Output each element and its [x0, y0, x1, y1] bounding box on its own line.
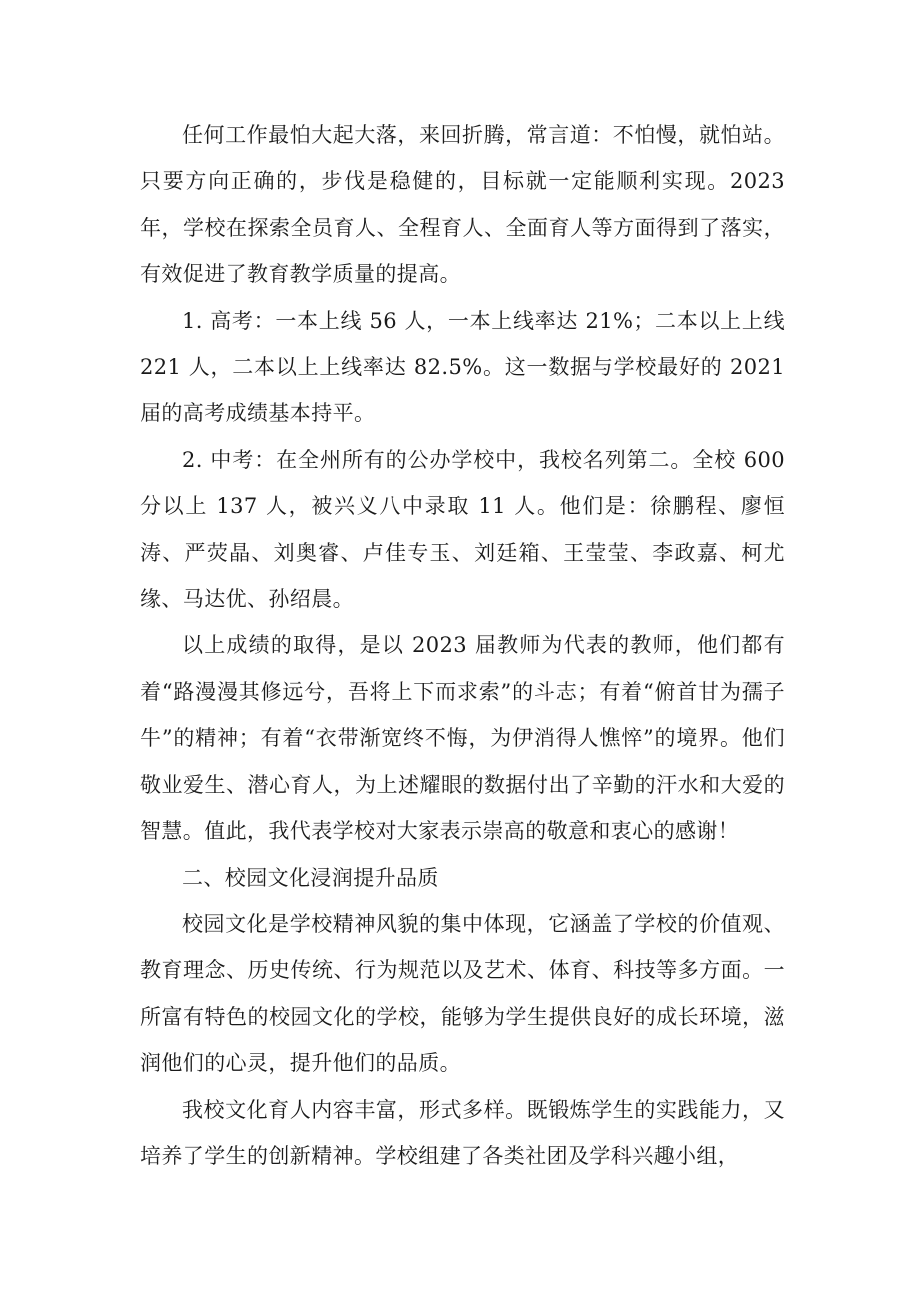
- document-body: [140, 112, 785, 1179]
- paragraph-teachers: 以上成绩的取得，是以 2023 届教师为代表的教师，他们都有着“路漫漫其修远兮，吾将上下而求索”的斗志；有着“俯首甘为孺子牛”的精神；有着“衣带渐宽终不悔，为伊消得人憔悴”的境界。他们敬业爱生、潜心育人，为上述耀眼的数据付出了辛勤的汗水和大爱的智慧。值此，我代表学校对大家表示崇高的敬意和衷心的感谢！: [140, 633, 785, 844]
- paragraph-zhongkao: 2. 中考：在全州所有的公办学校中，我校名列第二。全校 600 分以上 137 人，被兴义八中录取 11 人。他们是：徐鹏程、廖恒涛、严荧晶、刘奥睿、卢佳专玉、刘廷箱、王莹莹、李政嘉、柯尤缘、马达优、孙绍晨。: [140, 447, 785, 612]
- paragraph-gaokao: 1. 高考：一本上线 56 人，一本上线率达 21%；二本以上上线 221 人，二本以上上线率达 82.5%。这一数据与学校最好的 2021 届的高考成绩基本持平。: [140, 308, 785, 426]
- paragraph-culture-activities: 我校文化育人内容丰富，形式多样。既锻炼学生的实践能力，又培养了学生的创新精神。学校组建了各类社团及学科兴趣小组，: [140, 1097, 785, 1168]
- paragraph-intro: 任何工作最怕大起大落，来回折腾，常言道：不怕慢，就怕站。只要方向正确的，步伐是稳健的，目标就一定能顺利实现。2023 年，学校在探索全员育人、全程育人、全面育人等方面得到了落实，有效促进了教育教学质量的提高。: [140, 123, 785, 287]
- section-heading: 二、校园文化浸润提升品质: [182, 865, 439, 890]
- paragraph-campus-culture: 校园文化是学校精神风貌的集中体现，它涵盖了学校的价值观、教育理念、历史传统、行为规范以及艺术、体育、科技等多方面。一所富有特色的校园文化的学校，能够为学生提供良好的成长环境，滋润他们的心灵，提升他们的品质。: [140, 911, 785, 1076]
